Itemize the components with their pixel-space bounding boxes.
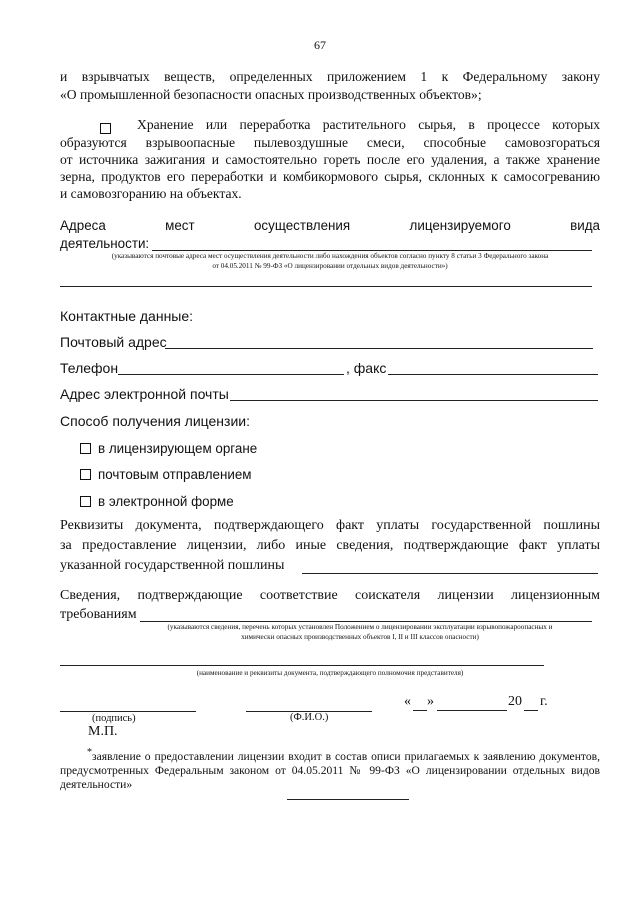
- fax-field[interactable]: [388, 374, 598, 375]
- representative-field[interactable]: [60, 665, 544, 666]
- footnote-line-2: предусмотренных Федеральным законом от 04.05.2011 № 99-ФЗ «О лицензировании отдельных видов: [60, 764, 600, 777]
- checkbox-icon: [80, 469, 91, 480]
- compliance-field[interactable]: [140, 621, 592, 622]
- address-note-2: от 04.05.2011 № 99-ФЗ «О лицензировании отдельных видов деятельности»): [212, 262, 448, 270]
- compliance-line-2: требованиям: [60, 607, 137, 622]
- stamp-label: М.П.: [88, 724, 118, 739]
- payment-line-1: Реквизиты документа, подтверждающего факт уплаты государственной пошлины: [60, 518, 600, 533]
- payment-line-2: за предоставление лицензии, либо иные сведения, подтверждающие факт уплаты: [60, 538, 600, 553]
- method-option-mail[interactable]: почтовым отправлением: [80, 467, 252, 482]
- footnote-mark: *: [87, 747, 92, 758]
- address-line-1: Адреса мест осуществления лицензируемого вида: [60, 218, 600, 233]
- year-prefix: 20: [508, 694, 522, 709]
- footnote-line-1: заявление о предоставлении лицензии входит в состав описи прилагаемых к заявлению документов,: [92, 750, 600, 763]
- date-close-quote: »: [427, 694, 434, 709]
- email-field[interactable]: [230, 400, 598, 401]
- postal-field[interactable]: [165, 348, 593, 349]
- payment-field[interactable]: [302, 573, 598, 574]
- contacts-heading: Контактные данные:: [60, 308, 194, 324]
- checkbox-icon: [80, 443, 91, 454]
- storage-line-1: Хранение или переработка растительного сырья, в процессе которых: [137, 117, 600, 132]
- address-line-2: деятельности:: [60, 236, 150, 251]
- signature-field[interactable]: [60, 711, 196, 712]
- compliance-note-1: (указываются сведения, перечень которых установлен Положением о лицензировании эксплуатации взрывопожароопасных и: [167, 623, 553, 631]
- compliance-note-2: химически опасных производственных объектов I, II и III классов опасности): [241, 633, 479, 641]
- method-option-electronic[interactable]: в электронной форме: [80, 494, 234, 509]
- postal-label: Почтовый адрес: [60, 334, 167, 350]
- checkbox-icon: [80, 496, 91, 507]
- payment-line-3: указанной государственной пошлины: [60, 558, 285, 573]
- email-label: Адрес электронной почты: [60, 386, 229, 402]
- year-field[interactable]: [524, 710, 538, 711]
- page-number: 67: [314, 38, 326, 52]
- year-suffix: г.: [540, 694, 548, 709]
- phone-label: Телефон: [60, 360, 119, 376]
- method-option-office[interactable]: в лицензирующем органе: [80, 441, 257, 456]
- method-heading: Способ получения лицензии:: [60, 413, 250, 429]
- day-field[interactable]: [413, 710, 427, 711]
- fax-label: , факс: [346, 360, 387, 376]
- storage-line-4: зерна, продуктов его переработки и комбикормового сырья, склонных к самосогреванию: [60, 169, 600, 184]
- signature-label: (подпись): [92, 713, 136, 724]
- storage-line-5: и самовозгоранию на объектах.: [60, 186, 242, 201]
- address-field-2[interactable]: [60, 286, 592, 287]
- phone-field[interactable]: [118, 374, 344, 375]
- footnote-line-3: деятельности»: [60, 778, 133, 791]
- footnote-underline: [287, 799, 409, 800]
- representative-note: (наименование и реквизиты документа, подтверждающего полномочия представителя): [196, 669, 464, 677]
- date-open-quote: «: [404, 694, 411, 709]
- storage-line-3: от источника зажигания и самостоятельно гореть после его удаления, а также хранение: [60, 152, 600, 167]
- month-field[interactable]: [437, 710, 507, 711]
- storage-line-2: образуются взрывоопасные пылевоздушные смеси, способные самовозгораться: [60, 135, 600, 150]
- address-note-1: (указываются почтовые адреса мест осуществления деятельности либо нахождения объектов согласно пункту 8 статьи 3 Федерального закона: [111, 252, 549, 260]
- intro-line-1: и взрывчатых веществ, определенных приложением 1 к Федеральному закону: [60, 69, 600, 84]
- compliance-line-1: Сведения, подтверждающие соответствие соискателя лицензии лицензионным: [60, 588, 600, 603]
- name-label: (Ф.И.О.): [290, 712, 329, 723]
- intro-line-2: «О промышленной безопасности опасных производственных объектов»;: [60, 87, 482, 102]
- address-field[interactable]: [152, 250, 592, 251]
